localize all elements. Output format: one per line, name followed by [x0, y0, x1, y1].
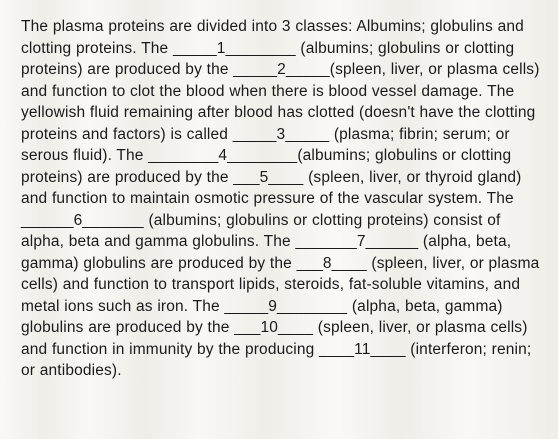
question-text: The plasma proteins are divided into 3 classes: Albumins; globulins and clotting proteins. The _____1________ (albumins; globulins or clotting proteins) are produced by the _____2_____(spleen, liver, or plasma cells) and function to clot the blood when there is blood vessel damage. The yellowish fluid remaining after blood has clotted (doesn't have the clotting proteins and factors) is called _____3_____ (plasma; fibrin; serum; or serous fluid). The ________4________(albumins; globulins or clotting proteins) are produced by the ___5____ (spleen, liver, or thyroid gland) and function to maintain osmotic pressure of the vascular system. The ______6_______ (albumins; globulins or clotting proteins) consist of alpha, beta and gamma globulins. The _______7______ (alpha, beta, gamma) globulins are produced by the ___8____ (spleen, liver, or plasma cells) and function to transport lipids, steroids, fat-soluble vitamins, and metal ions such as iron. The _____9________ (alpha, beta, gamma) globulins are produced by the ___10____ (spleen, liver, or plasma cells) and function in immunity by the producing ____11____ (interferon; renin; or antibodies). [21, 18, 540, 379]
